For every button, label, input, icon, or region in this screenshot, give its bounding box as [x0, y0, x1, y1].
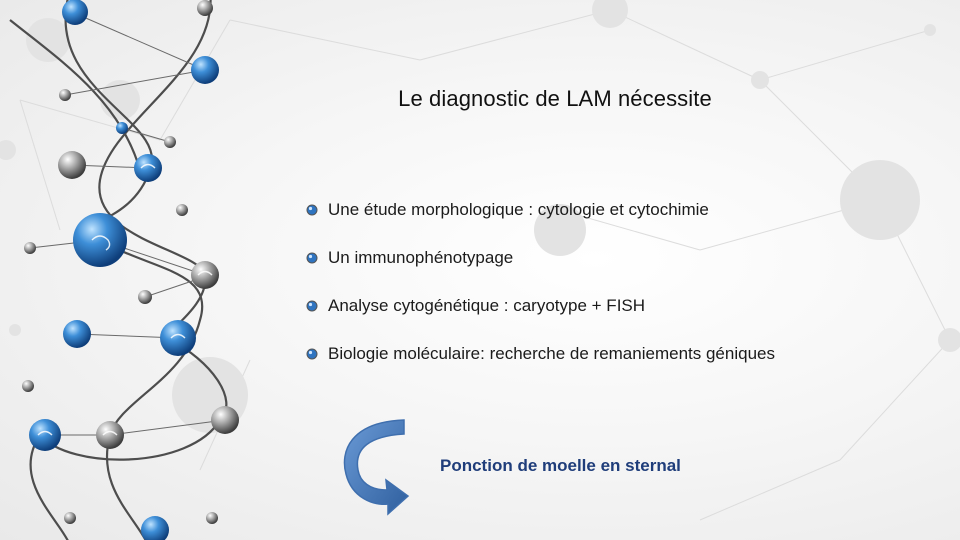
- sphere-bullet-icon: [306, 252, 318, 264]
- bullet-text: Un immunophénotypage: [328, 248, 514, 267]
- list-item: [306, 198, 866, 222]
- sphere-bullet-icon: [306, 300, 318, 312]
- bullet-text: Biologie moléculaire: recherche de remaniements géniques: [328, 344, 775, 363]
- bullet-list: [306, 198, 866, 390]
- list-item: [306, 294, 866, 318]
- list-item: [306, 342, 866, 366]
- callout-text: Ponction de moelle en sternal: [440, 456, 681, 475]
- bullet-text: Une étude morphologique : cytologie et cytochimie: [328, 200, 709, 219]
- sphere-bullet-icon: [306, 348, 318, 360]
- curved-arrow-icon: [340, 418, 420, 518]
- bullet-text: Analyse cytogénétique : caryotype + FISH: [328, 296, 646, 315]
- slide-title: Le diagnostic de LAM nécessite: [398, 86, 712, 111]
- sphere-bullet-icon: [306, 204, 318, 216]
- list-item: [306, 246, 866, 270]
